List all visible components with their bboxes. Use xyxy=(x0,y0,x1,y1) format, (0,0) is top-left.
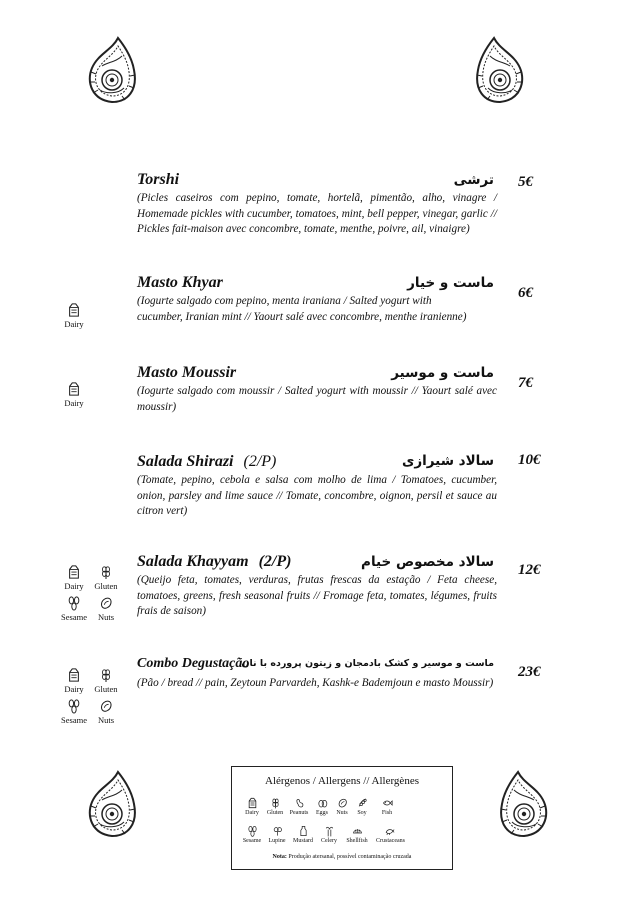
sesame-seed-icon xyxy=(247,825,258,837)
allergen-nuts xyxy=(90,698,122,725)
paisley-ornament-top-left xyxy=(82,34,144,106)
item-price: 10€ xyxy=(518,452,541,468)
paisley-icon xyxy=(492,768,554,840)
fish-icon xyxy=(382,797,393,809)
allergen-nuts xyxy=(90,595,122,622)
legend-celery xyxy=(316,825,342,845)
wheat-icon xyxy=(99,667,113,683)
paisley-icon xyxy=(82,34,144,106)
legend-soy xyxy=(349,797,375,817)
lupine-icon xyxy=(272,825,283,837)
legend-label: Nuts xyxy=(336,810,348,816)
item-description: (Iogurte salgado com moussir / Salted yogurt with moussir // Yaourt salé avec moussir) xyxy=(137,385,497,413)
legend-mustard xyxy=(290,825,316,845)
milk-carton-icon xyxy=(67,381,81,397)
allergen-label: Dairy xyxy=(64,319,84,329)
milk-carton-icon xyxy=(67,302,81,318)
milk-carton-icon xyxy=(247,797,258,809)
paisley-ornament-bottom-right xyxy=(492,768,554,840)
item-arabic-name: سالاد مخصوص خیام xyxy=(361,554,494,570)
legend-label: Fish xyxy=(381,810,393,816)
allergen-list xyxy=(58,381,122,413)
paisley-ornament-top-right xyxy=(468,34,530,106)
item-title-text: Salada Shirazi xyxy=(137,453,234,470)
legend-note xyxy=(232,854,452,860)
legend-label: Eggs xyxy=(316,810,328,816)
allergen-sesame xyxy=(58,698,90,725)
allergen-label: Sesame xyxy=(61,612,87,622)
item-price: 6€ xyxy=(518,285,533,301)
item-price: 23€ xyxy=(518,664,541,680)
item-portion: (2/P) xyxy=(258,553,292,570)
item-price: 12€ xyxy=(518,562,541,578)
item-description: (Picles caseiros com pepino, tomate, hortelã, pimentão, alho, vinagre / Homemade pickles with cucumber, tomatoes, mint, bell pepper, vinegar, garlic // Pickles fait-maison avec concombre, tomate, menthe, poivre, ail, vinaigre) xyxy=(137,192,497,236)
nut-icon xyxy=(99,698,113,714)
item-title: Combo Degustação xyxy=(137,656,250,671)
allergen-dairy xyxy=(58,667,90,694)
allergen-dairy xyxy=(58,564,90,591)
allergen-label: Dairy xyxy=(64,398,84,408)
legend-shellfish xyxy=(344,825,370,845)
allergen-label: Gluten xyxy=(94,684,118,694)
paisley-icon xyxy=(82,768,144,840)
paisley-ornament-bottom-left xyxy=(82,768,144,840)
item-title: Torshi xyxy=(137,171,180,188)
allergen-label: Dairy xyxy=(64,581,84,591)
allergen-list xyxy=(58,667,122,727)
item-title: Masto Moussir xyxy=(137,364,237,381)
legend-label: Crustaceans xyxy=(376,838,405,844)
item-arabic-name: ماست و خیار xyxy=(407,275,494,291)
item-arabic-name: ماست و موسیر و کشک بادمجان و زیتون پرورده با نان xyxy=(241,658,494,669)
legend-note-label: Nota: xyxy=(272,854,287,860)
legend-gluten xyxy=(262,797,288,817)
allergen-label: Dairy xyxy=(64,684,84,694)
item-arabic-name: سالاد شیرازی xyxy=(402,453,494,469)
milk-carton-icon xyxy=(67,564,81,580)
allergen-dairy xyxy=(58,302,90,329)
mustard-jar-icon xyxy=(298,825,309,837)
wheat-icon xyxy=(99,564,113,580)
legend-label: Mustard xyxy=(293,838,313,844)
legend-label: Soy xyxy=(357,810,367,816)
item-arabic-name: ترشی xyxy=(453,172,494,188)
menu-item-torshi xyxy=(137,171,497,238)
legend-label: Gluten xyxy=(266,810,284,816)
allergen-list xyxy=(58,564,122,624)
legend-label: Lupine xyxy=(268,838,286,844)
item-description: (Iogurte salgado com pepino, menta iraniana / Salted yogurt with cucumber, Iranian mint // Yaourt salé avec concombre, menthe iranienne) xyxy=(137,295,467,323)
milk-carton-icon xyxy=(67,667,81,683)
allergen-sesame xyxy=(58,595,90,622)
allergen-list xyxy=(58,302,122,334)
item-description: (Queijo feta, tomates, verduras, frutas frescas da estação / Feta cheese, tomatoes, greens, fresh seasonal fruits // Fromage feta, tomates, légumes, fruits frais de saison) xyxy=(137,574,497,618)
item-portion: (2/P) xyxy=(243,453,277,470)
item-arabic-name: ماست و موسیر xyxy=(391,365,494,381)
soy-bean-icon xyxy=(357,797,368,809)
legend-label: Dairy xyxy=(245,810,259,816)
allergen-label: Nuts xyxy=(97,612,115,622)
sesame-seed-icon xyxy=(67,595,81,611)
item-description: (Tomate, pepino, cebola e salsa com molho de lima / Tomatoes, cucumber, onion, parsley and lime sauce // Tomate, concombre, oignon, persil et sauce au citron vert) xyxy=(137,474,497,518)
legend-label: Shellfish xyxy=(346,838,368,844)
nut-icon xyxy=(337,797,348,809)
item-title: Masto Khyar xyxy=(137,274,223,291)
allergen-dairy xyxy=(58,381,90,408)
item-title-text: Salada Khayyam xyxy=(137,553,249,570)
eggs-icon xyxy=(317,797,328,809)
legend-crustaceans xyxy=(376,825,405,845)
allergen-legend xyxy=(231,766,453,870)
item-description: (Pão / bread // pain, Zeytoun Parvardeh, Kashk-e Bademjoun e masto Moussir) xyxy=(137,677,494,689)
shrimp-icon xyxy=(384,825,395,837)
sesame-seed-icon xyxy=(67,698,81,714)
item-price: 5€ xyxy=(518,174,533,190)
legend-fish xyxy=(374,797,400,817)
legend-label: Celery xyxy=(321,838,337,844)
allergen-gluten xyxy=(90,667,122,694)
legend-note-text: Produção atersanal, possível contaminação cruzada xyxy=(286,854,412,860)
allergen-gluten xyxy=(90,564,122,591)
peanut-icon xyxy=(294,797,305,809)
legend-title: Alérgenos / Allergens // Allergènes xyxy=(265,775,419,787)
allergen-label: Gluten xyxy=(94,581,118,591)
paisley-icon xyxy=(468,34,530,106)
celery-icon xyxy=(324,825,335,837)
legend-label: Sesame xyxy=(242,838,262,844)
legend-lupine xyxy=(264,825,290,845)
legend-label: Peanuts xyxy=(289,810,309,816)
allergen-label: Sesame xyxy=(61,715,87,725)
legend-sesame xyxy=(239,825,265,845)
nut-icon xyxy=(99,595,113,611)
allergen-label: Nuts xyxy=(97,715,115,725)
shell-icon xyxy=(352,825,363,837)
wheat-icon xyxy=(270,797,281,809)
item-price: 7€ xyxy=(518,375,533,391)
